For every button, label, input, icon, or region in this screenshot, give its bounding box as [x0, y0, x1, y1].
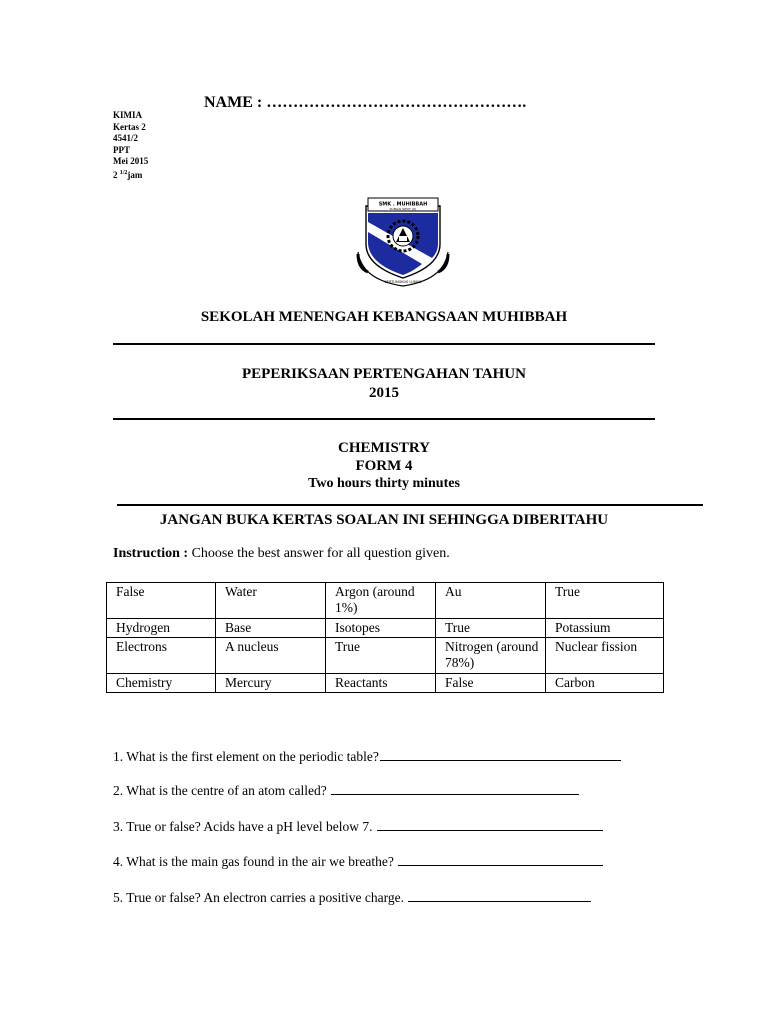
- paper-info-line: PPT: [113, 144, 130, 155]
- table-cell: Reactants: [326, 674, 436, 693]
- question-item: [113, 782, 579, 799]
- name-field-label: NAME : ………………………………………….: [204, 94, 527, 111]
- paper-info-line: Mei 2015: [113, 156, 149, 166]
- table-cell: Mercury: [216, 674, 326, 693]
- divider-line: [113, 418, 655, 420]
- question-text: 5. True or false? An electron carries a positive charge.: [113, 890, 408, 905]
- table-cell: Au: [436, 583, 546, 619]
- paper-info-line: 4541/2: [113, 133, 139, 143]
- exam-title-block: [0, 365, 768, 403]
- answer-blank[interactable]: [398, 853, 603, 866]
- table-cell: Isotopes: [326, 619, 436, 638]
- svg-text:BERTUNGKUS LUMUS: BERTUNGKUS LUMUS: [384, 280, 422, 284]
- table-cell: True: [326, 638, 436, 674]
- table-cell: Water: [216, 583, 326, 619]
- answer-blank[interactable]: [380, 748, 621, 761]
- instruction-label: Instruction :: [113, 546, 189, 561]
- table-row: [107, 674, 664, 693]
- table-cell: Carbon: [546, 674, 664, 693]
- table-cell: A nucleus: [216, 638, 326, 674]
- warning-notice: JANGAN BUKA KERTAS SOALAN INI SEHINGGA DIBERITAHU: [159, 512, 609, 528]
- question-item: [113, 748, 621, 765]
- answer-blank[interactable]: [408, 889, 591, 902]
- svg-text:SUNGAI SIPUT (U): SUNGAI SIPUT (U): [389, 207, 417, 211]
- school-crest-logo: [352, 192, 454, 288]
- question-text: 3. True or false? Acids have a pH level below 7.: [113, 819, 376, 834]
- exam-year: 2015: [369, 385, 399, 401]
- table-row: [107, 583, 664, 619]
- table-cell: Potassium: [546, 619, 664, 638]
- table-cell: Nitrogen (around 78%): [436, 638, 546, 674]
- table-cell: Chemistry: [107, 674, 216, 693]
- question-item: [113, 818, 603, 835]
- question-text: 2. What is the centre of an atom called?: [113, 783, 331, 798]
- question-text: 4. What is the main gas found in the air we breathe?: [113, 854, 398, 869]
- question-text: 1. What is the first element on the periodic table?: [113, 749, 379, 764]
- subject-name: CHEMISTRY: [338, 440, 430, 456]
- table-cell: True: [436, 619, 546, 638]
- answer-blank[interactable]: [331, 782, 579, 795]
- table-cell: Hydrogen: [107, 619, 216, 638]
- table-cell: Base: [216, 619, 326, 638]
- instruction: [113, 546, 450, 562]
- table-cell: False: [436, 674, 546, 693]
- table-cell: Argon (around 1%): [326, 583, 436, 619]
- table-cell: Nuclear fission: [546, 638, 664, 674]
- instruction-text: Choose the best answer for all question given.: [188, 546, 450, 561]
- paper-info-line: Kertas 2: [113, 121, 146, 132]
- paper-duration: 2 $^{1/2}$jam: [113, 169, 143, 180]
- subject-duration: Two hours thirty minutes: [308, 476, 460, 491]
- answer-blank[interactable]: [377, 818, 603, 831]
- subject-form: FORM 4: [355, 457, 413, 474]
- school-name: SEKOLAH MENENGAH KEBANGSAAN MUHIBBAH: [200, 309, 568, 325]
- table-cell: False: [107, 583, 216, 619]
- exam-title: PEPERIKSAAN PERTENGAHAN TAHUN: [242, 366, 526, 382]
- table-row: [107, 619, 664, 638]
- question-item: [113, 853, 603, 870]
- paper-info: [113, 110, 148, 181]
- question-item: [113, 889, 591, 906]
- table-cell: Electrons: [107, 638, 216, 674]
- divider-line: [113, 343, 655, 345]
- divider-line: [117, 504, 703, 506]
- answer-options-table: [106, 582, 664, 693]
- paper-info-line: KIMIA: [113, 110, 142, 120]
- table-cell: True: [546, 583, 664, 619]
- table-row: [107, 638, 664, 674]
- subject-block: [0, 440, 768, 493]
- svg-text:SMK . MUHIBBAH: SMK . MUHIBBAH: [378, 201, 428, 208]
